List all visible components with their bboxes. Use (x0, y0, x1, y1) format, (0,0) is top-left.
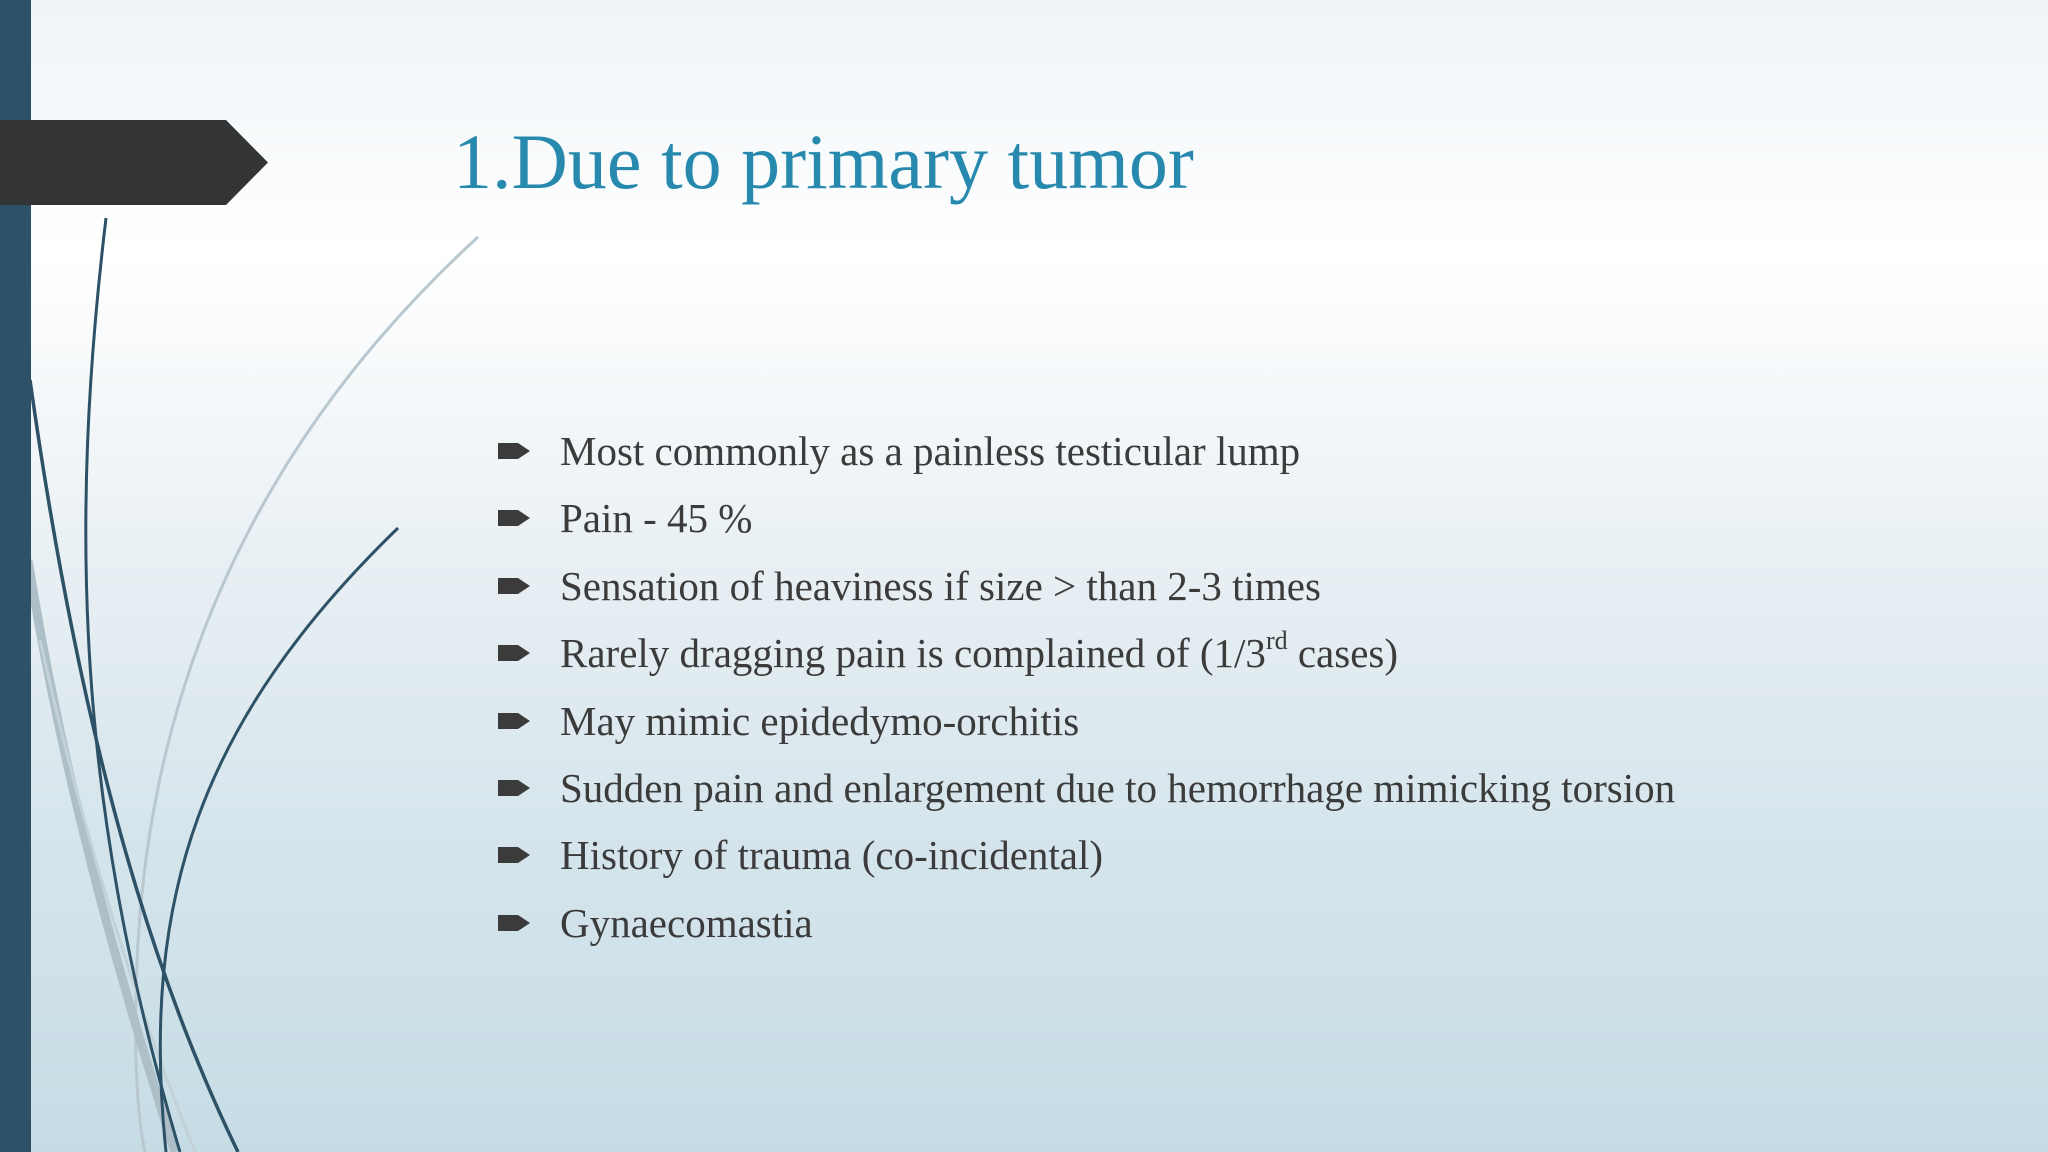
bullet-text: Sensation of heaviness if size > than 2-3 times (560, 562, 1321, 609)
bullet-superscript: rd (1265, 625, 1288, 655)
title-tag-shape (0, 120, 268, 205)
arrow-right-icon (498, 575, 530, 597)
arrow-right-icon (498, 912, 530, 934)
bullet-text: Sudden pain and enlargement due to hemorrhage mimicking torsion (560, 764, 1676, 811)
arrow-right-icon (498, 642, 530, 664)
light-curve-inner (28, 560, 175, 1152)
bullet-text: Most commonly as a painless testicular lump (560, 428, 1301, 474)
arrow-right-icon (498, 507, 530, 529)
light-curve-outer (136, 237, 478, 1152)
slide-title: 1.Due to primary tumor (453, 118, 1194, 205)
bullet-text: History of trauma (co-incidental) (560, 832, 1104, 879)
dark-curve-left (30, 380, 238, 1152)
arrow-right-icon (498, 844, 530, 866)
bullet-text-before: Rarely dragging pain is complained of (1/3 (560, 630, 1266, 677)
arrow-right-icon (498, 710, 530, 732)
bullet-text (560, 620, 1398, 687)
bullet-text: Gynaecomastia (560, 899, 813, 946)
bullet-text: May mimic epidedymo-orchitis (560, 697, 1080, 744)
arrow-right-icon (498, 440, 530, 462)
bullet-text-after: cases) (1287, 630, 1399, 677)
arrow-right-icon (498, 777, 530, 799)
bullet-text: Pain - 45 % (560, 495, 753, 542)
